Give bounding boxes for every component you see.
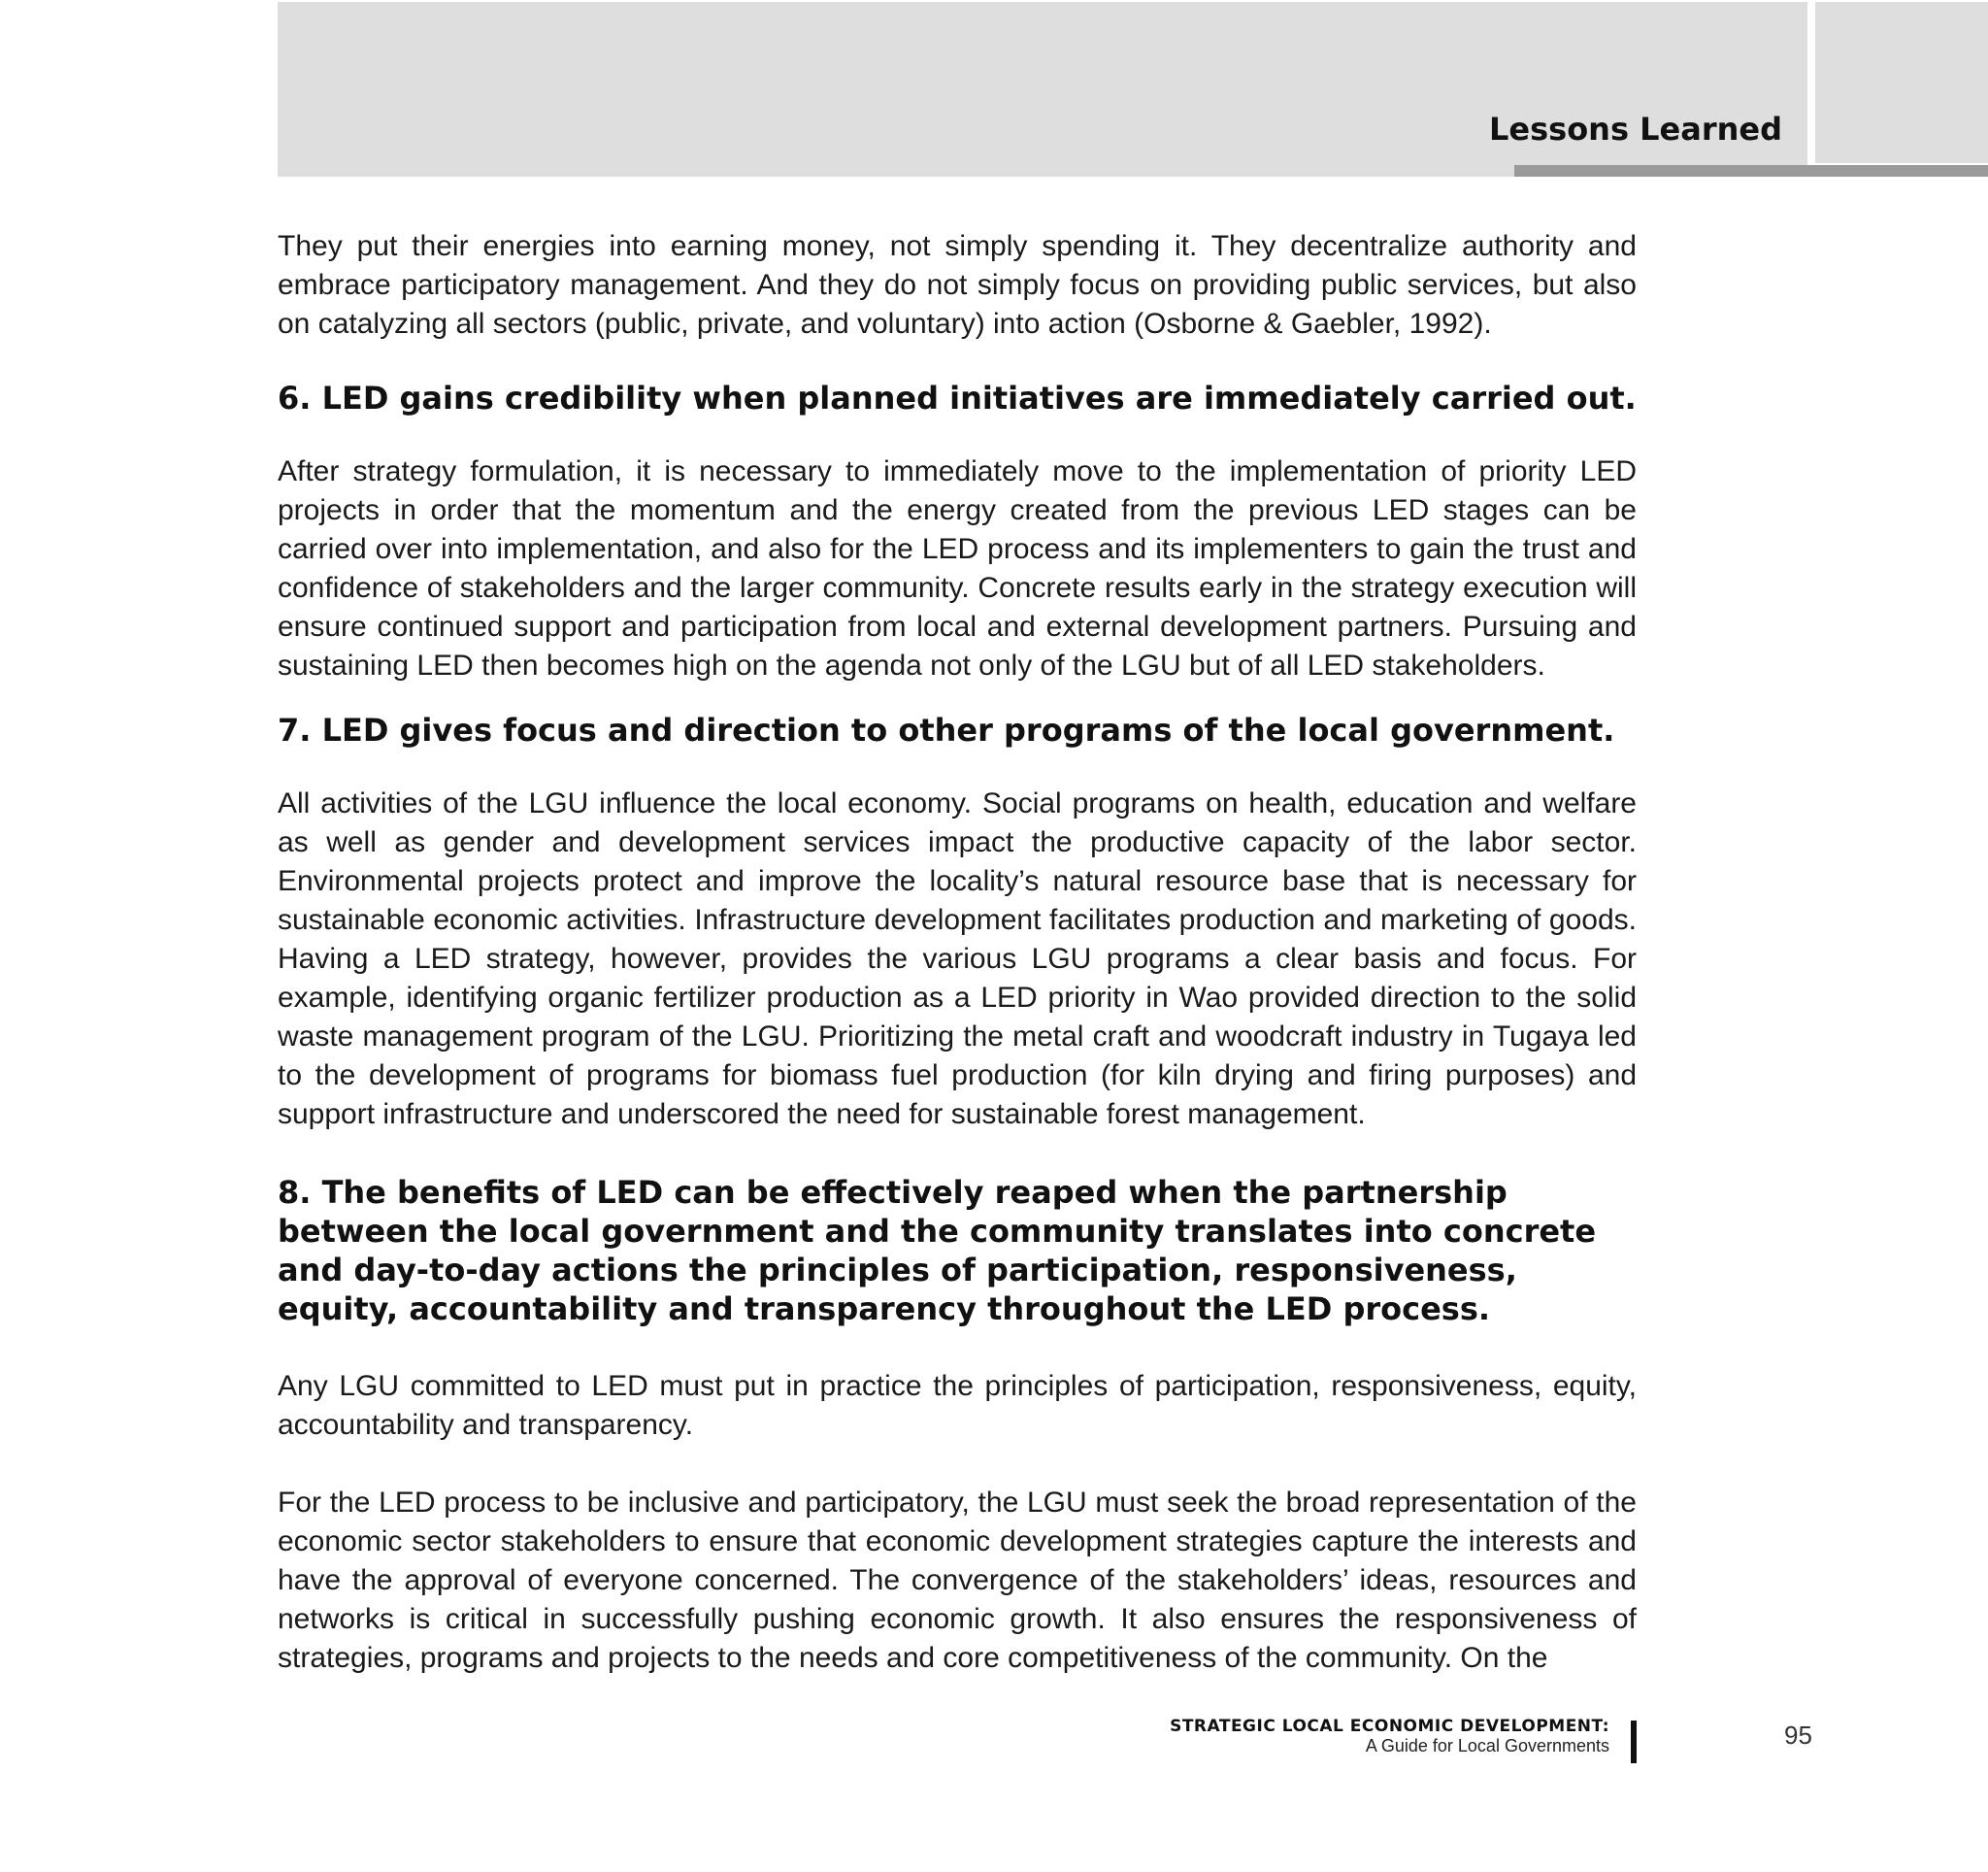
lesson-6-heading: 6. LED gains credibility when planned initiatives are immediately carried out. (278, 380, 1637, 417)
footer-book-subtitle: A Guide for Local Governments (1365, 1736, 1609, 1755)
lesson-8-paragraph-2: For the LED process to be inclusive and participatory, the LGU must seek the broad representation of the economic sector stakeholders to ensure that economic development strategies capture the interests and have the approval of everyone concerned. The convergence of the stakeholders’ ideas, resources and networks is critical in successfully pushing economic growth. It also ensures the responsiveness of strategies, programs and projects to the needs and core competitiveness of the community. On the (278, 1487, 1637, 1674)
footer-book-info (1170, 1717, 1609, 1756)
lesson-8-paragraph-1: Any LGU committed to LED must put in practice the principles of participation, responsiveness, equity, accountability and transparency. (278, 1370, 1637, 1441)
page-number: 95 (1784, 1721, 1812, 1750)
header-band-right (1815, 2, 1988, 163)
lesson-7-paragraph: All activities of the LGU influence the local economy. Social programs on health, education and welfare as well as gender and development services impact the productive capacity of the labor sector. Environmental projects protect and improve the locality’s natural resource base that is necessary for sustainable economic activities. Infrastructure development facilitates production and marketing of goods. Having a LED strategy, however, provides the various LGU programs a clear basis and focus. For example, identifying organic fertilizer production as a LED priority in Wao provided direction to the solid waste management program of the LGU. Prioritizing the metal craft and woodcraft industry in Tugaya led to the development of programs for biomass fuel production (for kiln drying and firing purposes) and support infrastructure and underscored the need for sustainable forest management. (278, 787, 1637, 1130)
section-label: Lessons Learned (1489, 111, 1782, 148)
header-band (278, 2, 1807, 177)
footer-book-title: STRATEGIC LOCAL ECONOMIC DEVELOPMENT: (1170, 1717, 1609, 1736)
page-content (278, 227, 1637, 1678)
lesson-7-heading: 7. LED gives focus and direction to other programs of the local government. (278, 712, 1615, 749)
intro-paragraph: They put their energies into earning money, not simply spending it. They decentralize authority and embrace participatory management. And they do not simply focus on providing public services, but also on catalyzing all sectors (public, private, and voluntary) into action (Osborne & Gaebler, 1992). (278, 230, 1637, 340)
lesson-6-paragraph: After strategy formulation, it is necessary to immediately move to the implementation of priority LED projects in order that the momentum and the energy created from the previous LED stages can be carried over into implementation, and also for the LED process and its implementers to gain the trust and confidence of stakeholders and the larger community. Concrete results early in the strategy execution will ensure continued support and participation from local and external development partners. Pursuing and sustaining LED then becomes high on the agenda not only of the LGU but of all LED stakeholders. (278, 455, 1637, 682)
footer-divider (1631, 1721, 1637, 1763)
lesson-8-heading: 8. The benefits of LED can be effectively reaped when the partnership between the local government and the community translates into concrete and day-to-day actions the principles of participation, responsiveness, equity, accountability and transparency throughout the LED process. (278, 1174, 1597, 1327)
header-underline (1514, 165, 1988, 177)
